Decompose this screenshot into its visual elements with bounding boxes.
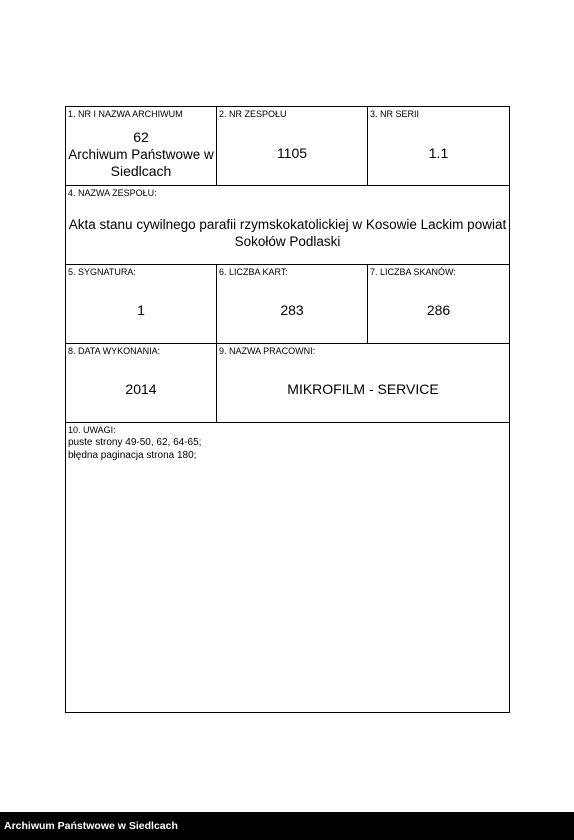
card-count-value: 283 (280, 302, 304, 318)
series-number-value: 1.1 (428, 145, 449, 161)
fonds-number-cell (217, 107, 367, 185)
date-label: 8. DATA WYKONANIA: (68, 346, 161, 356)
fonds-number-label: 2. NR ZESPOŁU (219, 109, 287, 119)
series-number-label: 3. NR SERII (370, 109, 420, 119)
scan-count-cell (368, 265, 509, 343)
card-count-cell (217, 265, 367, 343)
archive-name-line1: Archiwum Państwowe w (68, 147, 214, 162)
scan-count-label: 7. LICZBA SKANÓW: (370, 267, 456, 277)
signature-cell (66, 265, 216, 343)
archive-cell (66, 107, 216, 185)
fonds-number-value: 1105 (276, 145, 308, 161)
signature-value: 1 (137, 302, 145, 318)
workshop-value: MIKROFILM - SERVICE (287, 381, 439, 397)
archive-number: 62 (133, 129, 149, 145)
date-value: 2014 (125, 381, 157, 397)
scan-count-value: 286 (426, 302, 451, 318)
series-number-cell (368, 107, 509, 185)
fonds-name-line2: Sokołów Podlaski (234, 234, 341, 249)
remarks-label: 10. UWAGI: (68, 425, 116, 435)
fonds-name-cell (66, 186, 509, 264)
remarks-cell (66, 423, 509, 712)
signature-label: 5. SYGNATURA: (68, 267, 136, 277)
remarks-line1: puste strony 49-50, 62, 64-65; (68, 437, 202, 448)
workshop-cell (217, 344, 509, 422)
archive-label: 1. NR I NAZWA ARCHIWUM (68, 109, 183, 119)
fonds-name-label: 4. NAZWA ZESPOŁU: (68, 188, 157, 198)
archive-metadata-form (65, 106, 510, 713)
footer-bar (0, 812, 574, 840)
footer-archive-name: Archiwum Państwowe w Siedlcach (4, 820, 178, 832)
archive-name-line2: Siedlcach (110, 163, 172, 179)
card-count-label: 6. LICZBA KART: (219, 267, 288, 277)
remarks-line2: błędna paginacja strona 180; (68, 450, 197, 461)
date-cell (66, 344, 216, 422)
fonds-name-line1: Akta stanu cywilnego parafii rzymskokatolickiej w Kosowie Lackim powiat (68, 217, 507, 232)
workshop-label: 9. NAZWA PRACOWNI: (219, 346, 316, 356)
